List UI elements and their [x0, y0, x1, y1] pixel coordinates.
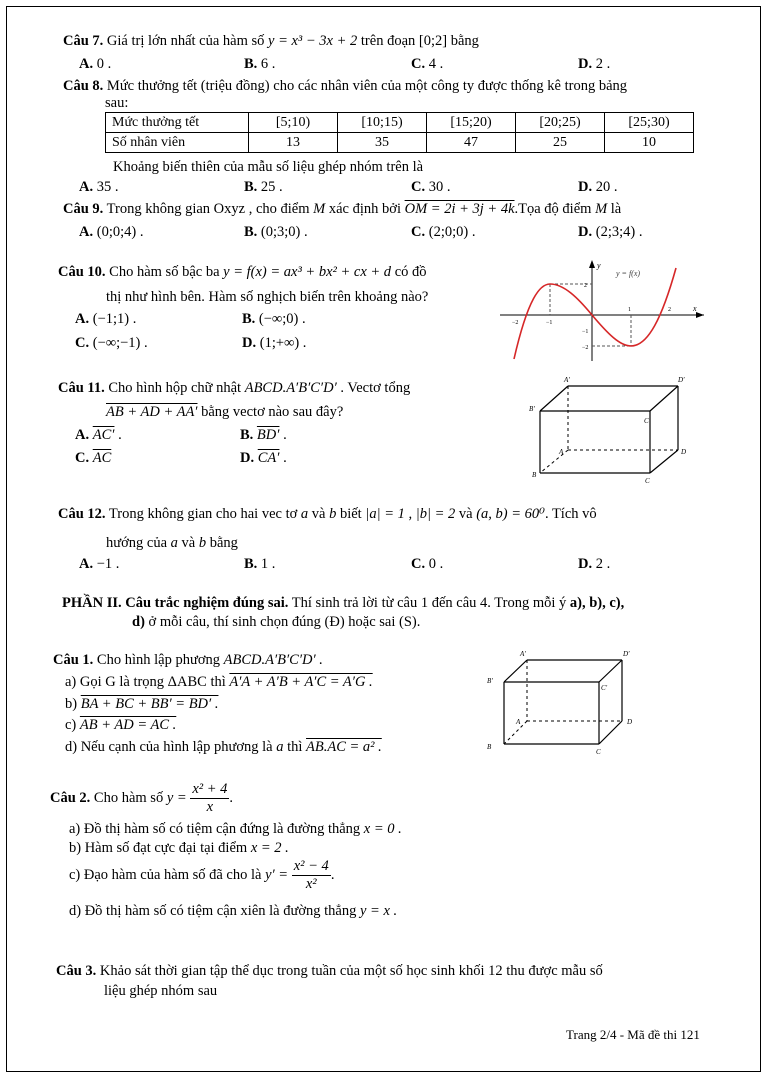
- table-cell: [25;30): [605, 113, 694, 133]
- tick-y: −2: [582, 345, 589, 351]
- q10-function-graph: [496, 258, 708, 363]
- q8-frequency-table: [105, 112, 694, 153]
- q7-option-a[interactable]: A. 0 .: [79, 56, 112, 72]
- q11-stem: Câu 11. Cho hình hộp chữ nhật ABCD.A′B′C′D′ . Vectơ tổng: [58, 380, 411, 396]
- q8-question: Khoảng biến thiên của mẫu số liệu ghép nhóm trên là: [113, 159, 424, 175]
- p2q2-stem: Câu 2. Cho hàm số y = $\frac{\text{x² + 4}}{x}$ .: [50, 781, 234, 816]
- p2q2-item-a[interactable]: a) Đồ thị hàm số có tiệm cận đứng là đường thẳng x = 0 .: [69, 821, 402, 837]
- q12-option-d[interactable]: D. 2 .: [578, 556, 611, 572]
- q12-option-b[interactable]: B. 1 .: [244, 556, 276, 572]
- vertex-label: B′: [529, 405, 535, 413]
- q9-stem: Câu 9. Trong không gian Oxyz , cho điểm M xác định bởi OM = 2i + 3j + 4k.Tọa độ điểm M là: [63, 201, 622, 217]
- fraction: $\frac{\text{x² − 4}}{\text{x²}}$: [293, 858, 329, 893]
- table-cell: 35: [338, 133, 427, 153]
- y-axis-label: y: [597, 261, 601, 270]
- tick-x: −1: [546, 320, 553, 326]
- table-cell: 25: [516, 133, 605, 153]
- q8-stem: Câu 8. Mức thưởng tết (triệu đồng) cho các nhân viên của một công ty được thống kê trong bảng: [63, 78, 628, 94]
- q8-stem-cont: sau:: [105, 95, 129, 111]
- q8-option-c[interactable]: C. 30 .: [411, 179, 451, 195]
- p2q1-item-a[interactable]: a) Gọi G là trọng ΔABC thì A′A + A′B + A′C = A′G .: [65, 674, 373, 690]
- y-axis-arrow: [589, 260, 595, 268]
- vertex-label: D′: [623, 650, 630, 658]
- q10-stem: Câu 10. Cho hàm số bậc ba y = f(x) = ax³ + bx² + cx + d có đồ: [58, 264, 427, 280]
- vertex-label: B: [487, 743, 492, 751]
- q12-option-c[interactable]: C. 0 .: [411, 556, 444, 572]
- tick-x: −2: [512, 320, 519, 326]
- q12-stem-cont: hướng của a và b bằng: [106, 535, 238, 551]
- q8-option-b[interactable]: B. 25 .: [244, 179, 283, 195]
- q10-option-c[interactable]: C. (−∞;−1) .: [75, 335, 148, 351]
- q10-stem-cont: thị như hình bên. Hàm số nghịch biến trên khoảng nào?: [106, 289, 429, 305]
- p2q1-item-d[interactable]: d) Nếu cạnh của hình lập phương là a thì AB.AC = a² .: [65, 739, 382, 755]
- q7-option-d[interactable]: D. 2 .: [578, 56, 611, 72]
- table-row: [106, 133, 694, 153]
- q11-stem-cont: AB + AD + AA′ bằng vectơ nào sau đây?: [106, 404, 344, 420]
- q8-option-d[interactable]: D. 20 .: [578, 179, 618, 195]
- vertex-label: A: [516, 718, 521, 726]
- q12-option-a[interactable]: A. −1 .: [79, 556, 120, 572]
- q10-option-d[interactable]: D. (1;+∞) .: [242, 335, 307, 351]
- table-cell: 13: [249, 133, 338, 153]
- p2q2-item-c[interactable]: c) Đạo hàm của hàm số đã cho là y′ = $\frac{\text{x² − 4}}{\text{x²}}$ .: [69, 858, 335, 893]
- vertex-label: C: [596, 748, 601, 756]
- p2q2-item-d[interactable]: d) Đồ thị hàm số có tiệm cận xiên là đường thẳng y = x .: [69, 903, 398, 919]
- tick-y: −1: [582, 329, 589, 335]
- p2q3-stem: Câu 3. Khảo sát thời gian tập thể dục trong tuần của một số học sinh khối 12 thu được mẫu số: [56, 963, 603, 979]
- q8-option-a[interactable]: A. 35 .: [79, 179, 119, 195]
- vertex-label: D: [627, 718, 633, 726]
- vertex-label: D′: [678, 376, 685, 384]
- q9-option-b[interactable]: B. (0;3;0) .: [244, 224, 308, 240]
- q11-option-d[interactable]: D. CA′ .: [240, 450, 287, 466]
- table-cell: 10: [605, 133, 694, 153]
- table-head: Mức thưởng tết: [106, 113, 249, 133]
- p2q1-item-b[interactable]: b) BA + BC + BB′ = BD′ .: [65, 696, 219, 712]
- vertex-label: A: [559, 448, 564, 456]
- p2q3-stem-cont: liệu ghép nhóm sau: [104, 983, 218, 999]
- vertex-label: D: [681, 448, 687, 456]
- q10-option-a[interactable]: A. (−1;1) .: [75, 311, 137, 327]
- q12-stem: Câu 12. Trong không gian cho hai vec tơ a và b biết |a| = 1 , |b| = 2 và (a, b) = 60⁰. Tích vô: [58, 506, 597, 522]
- curve-label: y = f(x): [616, 269, 641, 278]
- table-cell: [20;25): [516, 113, 605, 133]
- q10-option-b[interactable]: B. (−∞;0) .: [242, 311, 306, 327]
- x-axis-label: x: [693, 304, 697, 313]
- table-head: Số nhân viên: [106, 133, 249, 153]
- q7-option-b[interactable]: B. 6 .: [244, 56, 276, 72]
- p2q2-item-b[interactable]: b) Hàm số đạt cực đại tại điểm x = 2 .: [69, 840, 289, 856]
- q11-option-c[interactable]: C. $\overline{AC}$: [75, 450, 112, 466]
- q11-option-a[interactable]: A. AC′ .: [75, 427, 122, 443]
- table-cell: [5;10): [249, 113, 338, 133]
- vertex-label: B: [532, 471, 537, 479]
- vertex-label: C: [645, 477, 650, 485]
- q11-box-figure: [520, 373, 690, 485]
- q7-option-c[interactable]: C. 4 .: [411, 56, 444, 72]
- table-row: [106, 113, 694, 133]
- part2-heading: PHẦN II. Câu trắc nghiệm đúng sai. Thí sinh trả lời từ câu 1 đến câu 4. Trong mỗi ý a), b), c),: [62, 595, 625, 611]
- part2-heading-cont: d) ở mỗi câu, thí sinh chọn đúng (Đ) hoặc sai (S).: [132, 614, 421, 630]
- tick-y: 2: [584, 283, 587, 289]
- q9-option-d[interactable]: D. (2;3;4) .: [578, 224, 643, 240]
- q9-option-a[interactable]: A. (0;0;4) .: [79, 224, 144, 240]
- vertex-label: B′: [487, 677, 493, 685]
- q9-option-c[interactable]: C. (2;0;0) .: [411, 224, 476, 240]
- q11-option-b[interactable]: B. BD′ .: [240, 427, 287, 443]
- table-cell: [10;15): [338, 113, 427, 133]
- vertex-label: A′: [520, 650, 526, 658]
- x-axis-arrow: [696, 312, 704, 318]
- p2q1-item-c[interactable]: c) AB + AD = AC .: [65, 717, 177, 733]
- table-cell: 47: [427, 133, 516, 153]
- tick-x: 1: [628, 307, 631, 313]
- p2q1-stem: Câu 1. Cho hình lập phương ABCD.A′B′C′D′ .: [53, 652, 323, 668]
- vertex-label: C′: [644, 417, 651, 425]
- q7-stem: Câu 7. Giá trị lớn nhất của hàm số y = x³ − 3x + 2 trên đoạn [0;2] bằng: [63, 33, 479, 49]
- table-cell: [15;20): [427, 113, 516, 133]
- tick-x: 2: [668, 307, 671, 313]
- vertex-label: C′: [601, 684, 608, 692]
- page-footer: Trang 2/4 - Mã đề thi 121: [566, 1027, 700, 1042]
- cubic-curve: [514, 268, 676, 359]
- vertex-label: A′: [564, 376, 570, 384]
- fraction: $\frac{\text{x² + 4}}{x}$: [192, 781, 228, 816]
- p2q1-cube-figure: [484, 648, 644, 756]
